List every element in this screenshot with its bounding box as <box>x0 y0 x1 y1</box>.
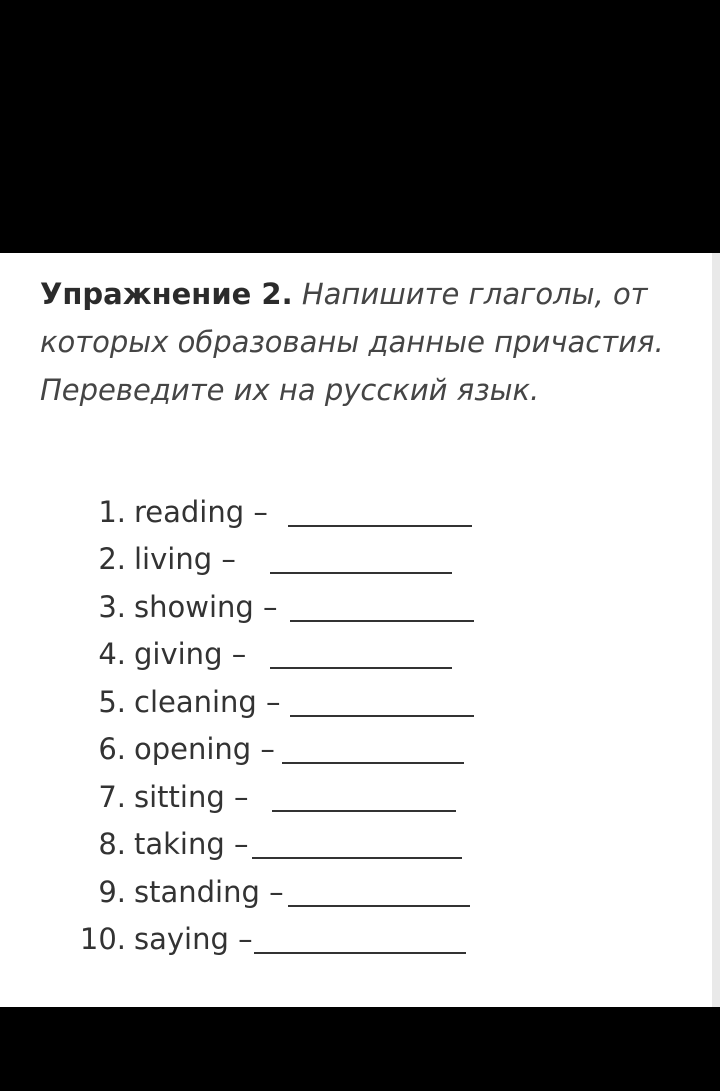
item-word: sitting – <box>134 780 249 814</box>
item-word: reading – <box>134 495 268 529</box>
item-number: 2. <box>98 542 126 576</box>
answer-blank <box>270 572 452 574</box>
answer-blank <box>270 667 452 669</box>
item-number: 6. <box>98 732 126 766</box>
item-word: giving – <box>134 637 247 671</box>
item-number: 5. <box>98 685 126 719</box>
item-number: 1. <box>98 495 126 529</box>
answer-blank <box>288 525 472 527</box>
top-black-bar <box>0 0 720 253</box>
answer-blank <box>288 905 470 907</box>
answer-blank <box>282 762 464 764</box>
answer-blank <box>254 952 466 954</box>
item-word: standing – <box>134 875 284 909</box>
item-word: taking – <box>134 827 249 861</box>
item-word: showing – <box>134 590 278 624</box>
item-word: living – <box>134 542 236 576</box>
item-number: 4. <box>98 637 126 671</box>
item-word: cleaning – <box>134 685 281 719</box>
item-number: 7. <box>98 780 126 814</box>
item-word: opening – <box>134 732 275 766</box>
answer-blank <box>272 810 456 812</box>
item-number: 9. <box>98 875 126 909</box>
exercise-heading: Упражнение 2. <box>40 277 293 311</box>
exercise-task <box>40 270 680 414</box>
answer-blank <box>290 620 474 622</box>
page-edge <box>712 253 720 1007</box>
item-number: 10. <box>79 922 126 956</box>
bottom-black-bar <box>0 1007 720 1091</box>
exercise-instruction: Напишите глаголы, от которых образованы данные причастия. Переведите их на русский язык. <box>40 277 664 407</box>
answer-blank <box>290 715 474 717</box>
item-number: 8. <box>98 827 126 861</box>
item-word: saying – <box>134 922 253 956</box>
answer-blank <box>252 857 462 859</box>
item-number: 3. <box>98 590 126 624</box>
